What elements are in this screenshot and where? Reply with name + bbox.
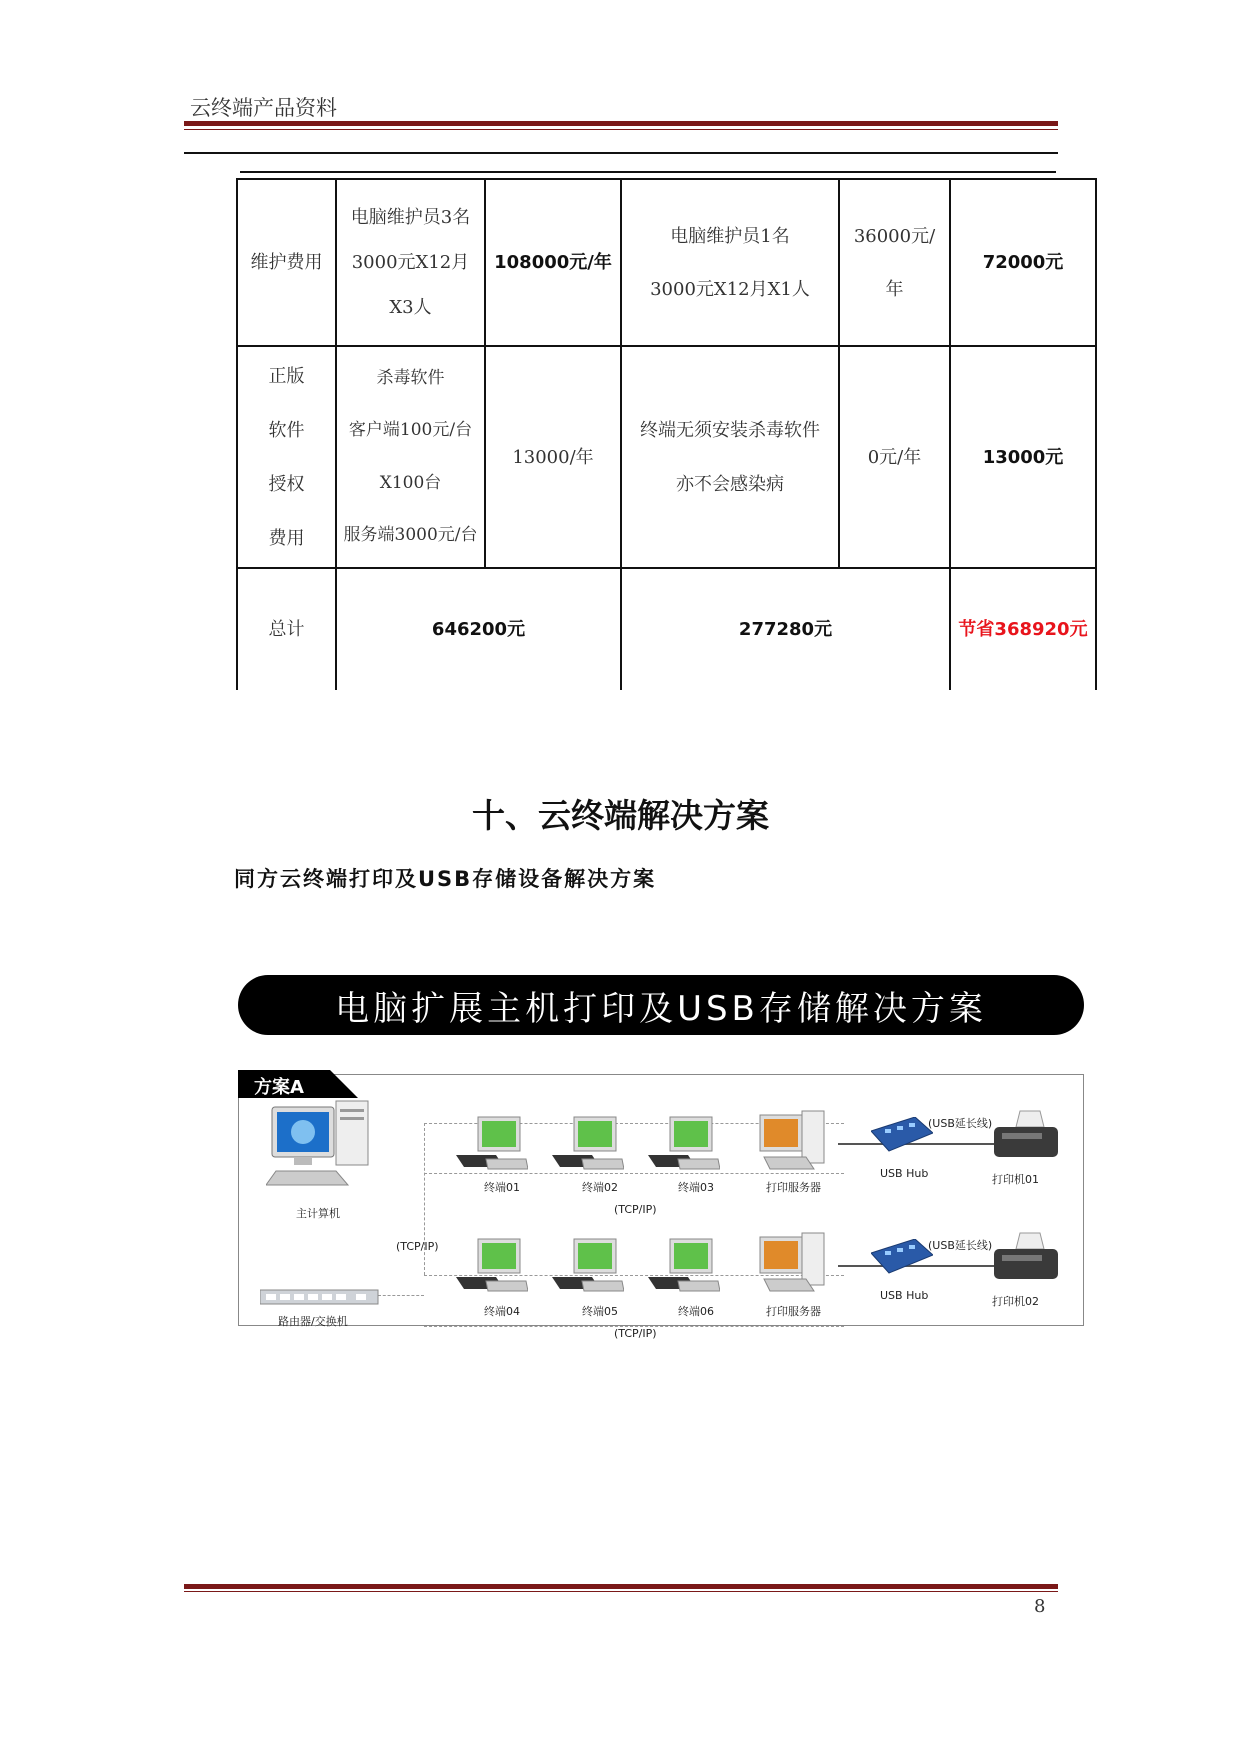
- terminal-05-icon: [552, 1237, 624, 1299]
- tcpip-label-row2: (TCP/IP): [614, 1327, 657, 1340]
- table-row-maintenance: [237, 179, 1096, 346]
- footer-rule-thin: [184, 1591, 1058, 1592]
- table-row-software-license: [237, 346, 1096, 568]
- total-right: 277280元: [621, 568, 950, 690]
- solution-diagram: [238, 975, 1084, 1355]
- router-link: [378, 1295, 424, 1296]
- print-server-02-label: 打印服务器: [766, 1305, 821, 1318]
- page-number: 8: [1034, 1596, 1046, 1617]
- router-icon: [260, 1288, 380, 1306]
- right-detail: 电脑维护员1名 3000元X12月X1人: [621, 179, 839, 346]
- printer-02-label: 打印机02: [992, 1295, 1039, 1308]
- terminal-02-label: 终端02: [582, 1181, 618, 1194]
- right-value: 0元/年: [839, 346, 950, 568]
- scheme-tag-label: 方案A: [254, 1077, 304, 1098]
- left-detail: 电脑维护员3名 3000元X12月 X3人: [336, 179, 485, 346]
- usb-hub-01-label: USB Hub: [880, 1167, 929, 1180]
- header-rule-thick: [184, 121, 1058, 126]
- usb-hub-01-icon: [871, 1117, 933, 1153]
- tcpip-label-left: (TCP/IP): [396, 1240, 439, 1253]
- usb-cable-02-label: (USB延长线): [928, 1239, 993, 1252]
- printer-01-label: 打印机01: [992, 1173, 1039, 1186]
- section-subtitle: 同方云终端打印及USB存储设备解决方案: [234, 867, 657, 891]
- footer-rule-thick: [184, 1584, 1058, 1589]
- cost-comparison-table: [236, 178, 1097, 690]
- left-value: 13000/年: [485, 346, 621, 568]
- print-server-02-icon: [758, 1231, 828, 1297]
- terminal-04-icon: [456, 1237, 528, 1299]
- right-detail: 终端无须安装杀毒软件 亦不会感染病: [621, 346, 839, 568]
- diagram-banner: 电脑扩展主机打印及USB存储解决方案: [238, 975, 1084, 1035]
- terminal-06-icon: [648, 1237, 720, 1299]
- header-rule-black: [184, 152, 1058, 154]
- usb-cable-01-label: (USB延长线): [928, 1117, 993, 1130]
- printer-02-icon: [990, 1231, 1062, 1287]
- total-saving: 节省368920元: [950, 568, 1096, 690]
- row-label: 正版 软件 授权 费用: [237, 346, 336, 568]
- terminal-02-icon: [552, 1115, 624, 1177]
- saving-value: 72000元: [950, 179, 1096, 346]
- host-computer-icon: [266, 1097, 376, 1197]
- print-server-01-icon: [758, 1109, 828, 1175]
- table-top-rule: [240, 171, 1056, 173]
- total-left: 646200元: [336, 568, 621, 690]
- saving-value: 13000元: [950, 346, 1096, 568]
- terminal-03-label: 终端03: [678, 1181, 714, 1194]
- section-title: 十、云终端解决方案: [472, 796, 769, 835]
- terminal-01-label: 终端01: [484, 1181, 520, 1194]
- usb-hub-02-icon: [871, 1239, 933, 1275]
- host-label: 主计算机: [296, 1207, 340, 1220]
- router-label: 路由器/交换机: [278, 1315, 348, 1328]
- tcpip-label-row1: (TCP/IP): [614, 1203, 657, 1216]
- row-label: 维护费用: [237, 179, 336, 346]
- terminal-04-label: 终端04: [484, 1305, 520, 1318]
- usb-hub-02-label: USB Hub: [880, 1289, 929, 1302]
- terminal-06-label: 终端06: [678, 1305, 714, 1318]
- header-rule-thin: [184, 129, 1058, 130]
- page-header-title: 云终端产品资料: [190, 96, 337, 120]
- left-value: 108000元/年: [485, 179, 621, 346]
- terminal-01-icon: [456, 1115, 528, 1177]
- printer-01-icon: [990, 1109, 1062, 1165]
- terminal-03-icon: [648, 1115, 720, 1177]
- table-row-total: [237, 568, 1096, 690]
- print-server-01-label: 打印服务器: [766, 1181, 821, 1194]
- total-label: 总计: [237, 568, 336, 690]
- left-detail: 杀毒软件 客户端100元/台 X100台 服务端3000元/台: [336, 346, 485, 568]
- right-value: 36000元/ 年: [839, 179, 950, 346]
- terminal-05-label: 终端05: [582, 1305, 618, 1318]
